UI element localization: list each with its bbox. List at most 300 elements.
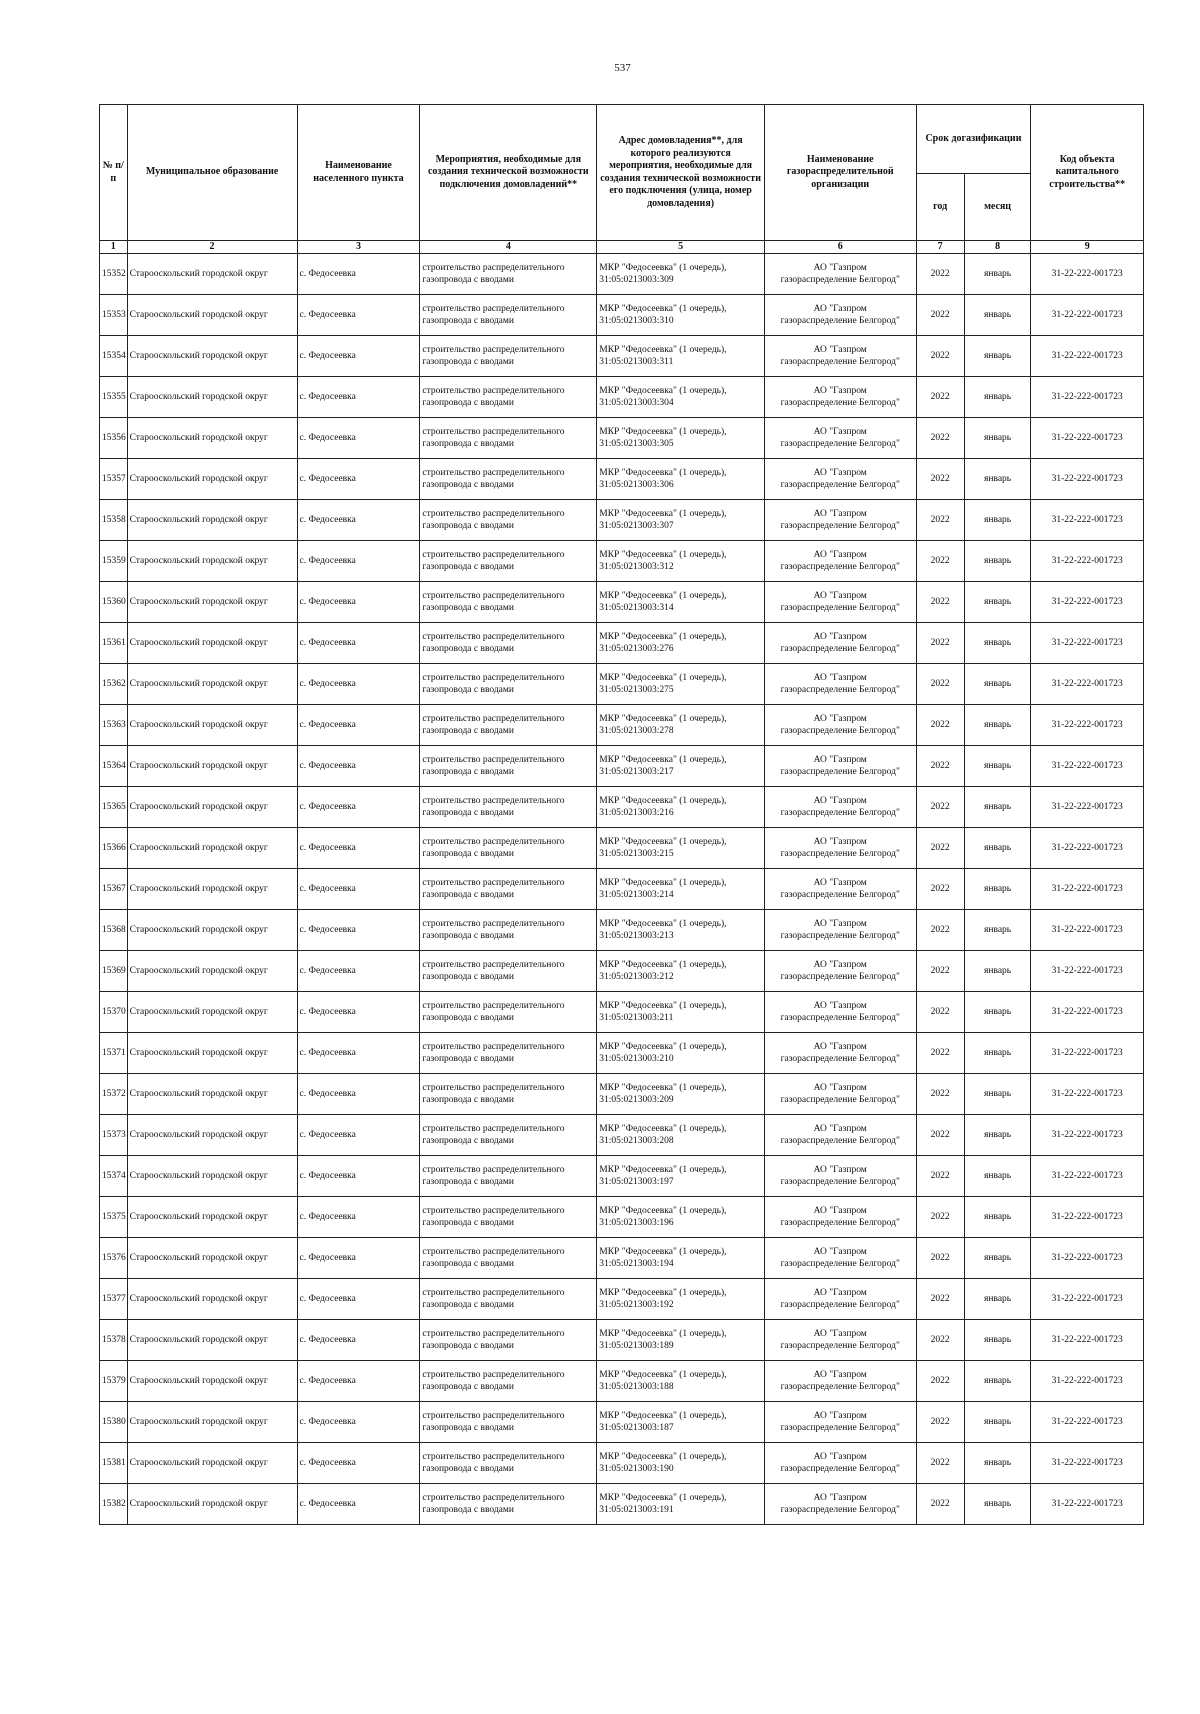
organization-line: газораспределение Белгород" xyxy=(780,1382,900,1392)
address-line: МКР "Федосеевка" (1 очередь), xyxy=(599,714,727,724)
header-municipality: Муниципальное образование xyxy=(127,105,297,241)
organization-cell xyxy=(764,746,916,787)
header-locality: Наименование населенного пункта xyxy=(297,105,420,241)
address-cell xyxy=(597,418,765,459)
activity-cell: строительство распределительного газопровода с вводами xyxy=(420,1484,597,1525)
row-number: 15375 xyxy=(100,1197,128,1238)
month-cell: январь xyxy=(964,336,1031,377)
address-line: МКР "Федосеевка" (1 очередь), xyxy=(599,837,727,847)
organization-line: газораспределение Белгород" xyxy=(780,357,900,367)
organization-cell xyxy=(764,1156,916,1197)
organization-cell xyxy=(764,992,916,1033)
address-line: МКР "Федосеевка" (1 очередь), xyxy=(599,509,727,519)
month-cell: январь xyxy=(964,459,1031,500)
table-row xyxy=(100,910,1144,951)
address-cell xyxy=(597,336,765,377)
object-code-cell: 31-22-222-001723 xyxy=(1031,1443,1144,1484)
organization-line: АО "Газпром xyxy=(813,386,867,396)
address-line: 31:05:0213003:189 xyxy=(599,1341,674,1351)
table-row xyxy=(100,377,1144,418)
row-number: 15361 xyxy=(100,623,128,664)
organization-cell xyxy=(764,1197,916,1238)
organization-line: АО "Газпром xyxy=(813,1083,867,1093)
organization-line: газораспределение Белгород" xyxy=(780,931,900,941)
address-cell xyxy=(597,295,765,336)
table-body xyxy=(100,254,1144,1525)
municipality-cell: Старооскольский городской округ xyxy=(127,623,297,664)
address-line: 31:05:0213003:275 xyxy=(599,685,674,695)
row-number: 15369 xyxy=(100,951,128,992)
address-line: МКР "Федосеевка" (1 очередь), xyxy=(599,1165,727,1175)
activity-cell: строительство распределительного газопровода с вводами xyxy=(420,1033,597,1074)
column-number: 8 xyxy=(964,241,1031,254)
organization-line: АО "Газпром xyxy=(813,1165,867,1175)
column-number: 2 xyxy=(127,241,297,254)
month-cell: январь xyxy=(964,295,1031,336)
municipality-cell: Старооскольский городской округ xyxy=(127,1443,297,1484)
activity-cell: строительство распределительного газопровода с вводами xyxy=(420,582,597,623)
municipality-cell: Старооскольский городской округ xyxy=(127,951,297,992)
organization-line: газораспределение Белгород" xyxy=(780,808,900,818)
address-line: 31:05:0213003:212 xyxy=(599,972,674,982)
address-line: 31:05:0213003:192 xyxy=(599,1300,674,1310)
column-number: 4 xyxy=(420,241,597,254)
address-cell xyxy=(597,1279,765,1320)
table-row xyxy=(100,1074,1144,1115)
object-code-cell: 31-22-222-001723 xyxy=(1031,746,1144,787)
address-cell xyxy=(597,1320,765,1361)
month-cell: январь xyxy=(964,746,1031,787)
locality-cell: с. Федосеевка xyxy=(297,623,420,664)
organization-line: газораспределение Белгород" xyxy=(780,562,900,572)
municipality-cell: Старооскольский городской округ xyxy=(127,336,297,377)
address-line: МКР "Федосеевка" (1 очередь), xyxy=(599,1124,727,1134)
municipality-cell: Старооскольский городской округ xyxy=(127,869,297,910)
locality-cell: с. Федосеевка xyxy=(297,1033,420,1074)
organization-line: газораспределение Белгород" xyxy=(780,890,900,900)
gasification-table xyxy=(99,104,1144,1525)
address-cell xyxy=(597,254,765,295)
organization-line: АО "Газпром xyxy=(813,673,867,683)
table-row xyxy=(100,418,1144,459)
municipality-cell: Старооскольский городской округ xyxy=(127,500,297,541)
organization-cell xyxy=(764,1074,916,1115)
address-cell xyxy=(597,705,765,746)
address-line: МКР "Федосеевка" (1 очередь), xyxy=(599,960,727,970)
activity-cell: строительство распределительного газопровода с вводами xyxy=(420,1115,597,1156)
year-cell: 2022 xyxy=(916,828,964,869)
address-line: МКР "Федосеевка" (1 очередь), xyxy=(599,1329,727,1339)
address-line: МКР "Федосеевка" (1 очередь), xyxy=(599,427,727,437)
organization-line: газораспределение Белгород" xyxy=(780,398,900,408)
organization-line: АО "Газпром xyxy=(813,1124,867,1134)
address-line: МКР "Федосеевка" (1 очередь), xyxy=(599,1042,727,1052)
month-cell: январь xyxy=(964,623,1031,664)
organization-cell xyxy=(764,1443,916,1484)
address-line: 31:05:0213003:208 xyxy=(599,1136,674,1146)
locality-cell: с. Федосеевка xyxy=(297,705,420,746)
year-cell: 2022 xyxy=(916,1443,964,1484)
address-cell xyxy=(597,992,765,1033)
year-cell: 2022 xyxy=(916,459,964,500)
row-number: 15364 xyxy=(100,746,128,787)
address-line: МКР "Федосеевка" (1 очередь), xyxy=(599,673,727,683)
organization-line: АО "Газпром xyxy=(813,427,867,437)
organization-cell xyxy=(764,623,916,664)
column-number: 5 xyxy=(597,241,765,254)
municipality-cell: Старооскольский городской округ xyxy=(127,254,297,295)
organization-cell xyxy=(764,295,916,336)
organization-line: АО "Газпром xyxy=(813,550,867,560)
month-cell: январь xyxy=(964,1279,1031,1320)
row-number: 15370 xyxy=(100,992,128,1033)
column-number: 9 xyxy=(1031,241,1144,254)
object-code-cell: 31-22-222-001723 xyxy=(1031,951,1144,992)
organization-line: газораспределение Белгород" xyxy=(780,767,900,777)
row-number: 15382 xyxy=(100,1484,128,1525)
organization-cell xyxy=(764,1238,916,1279)
month-cell: январь xyxy=(964,541,1031,582)
row-number: 15368 xyxy=(100,910,128,951)
row-number: 15379 xyxy=(100,1361,128,1402)
row-number: 15378 xyxy=(100,1320,128,1361)
municipality-cell: Старооскольский городской округ xyxy=(127,1484,297,1525)
organization-cell xyxy=(764,1033,916,1074)
address-cell xyxy=(597,623,765,664)
address-line: 31:05:0213003:276 xyxy=(599,644,674,654)
table-row xyxy=(100,623,1144,664)
organization-line: АО "Газпром xyxy=(813,509,867,519)
organization-cell xyxy=(764,500,916,541)
activity-cell: строительство распределительного газопровода с вводами xyxy=(420,336,597,377)
activity-cell: строительство распределительного газопровода с вводами xyxy=(420,664,597,705)
locality-cell: с. Федосеевка xyxy=(297,1402,420,1443)
page-number: 537 xyxy=(614,62,631,74)
municipality-cell: Старооскольский городской округ xyxy=(127,377,297,418)
organization-cell xyxy=(764,705,916,746)
table-row xyxy=(100,1320,1144,1361)
activity-cell: строительство распределительного газопровода с вводами xyxy=(420,828,597,869)
year-cell: 2022 xyxy=(916,377,964,418)
activity-cell: строительство распределительного газопровода с вводами xyxy=(420,1320,597,1361)
organization-line: газораспределение Белгород" xyxy=(780,685,900,695)
object-code-cell: 31-22-222-001723 xyxy=(1031,254,1144,295)
object-code-cell: 31-22-222-001723 xyxy=(1031,664,1144,705)
table-row xyxy=(100,582,1144,623)
organization-line: газораспределение Белгород" xyxy=(780,1177,900,1187)
month-cell: январь xyxy=(964,869,1031,910)
activity-cell: строительство распределительного газопровода с вводами xyxy=(420,869,597,910)
organization-line: газораспределение Белгород" xyxy=(780,1505,900,1515)
row-number: 15354 xyxy=(100,336,128,377)
year-cell: 2022 xyxy=(916,623,964,664)
month-cell: январь xyxy=(964,500,1031,541)
table-row xyxy=(100,1156,1144,1197)
object-code-cell: 31-22-222-001723 xyxy=(1031,336,1144,377)
table-row xyxy=(100,664,1144,705)
address-line: 31:05:0213003:210 xyxy=(599,1054,674,1064)
address-line: 31:05:0213003:213 xyxy=(599,931,674,941)
table-row xyxy=(100,1238,1144,1279)
address-line: МКР "Федосеевка" (1 очередь), xyxy=(599,386,727,396)
address-line: МКР "Федосеевка" (1 очередь), xyxy=(599,1206,727,1216)
locality-cell: с. Федосеевка xyxy=(297,582,420,623)
object-code-cell: 31-22-222-001723 xyxy=(1031,1238,1144,1279)
organization-line: АО "Газпром xyxy=(813,1493,867,1503)
activity-cell: строительство распределительного газопровода с вводами xyxy=(420,1238,597,1279)
row-number: 15353 xyxy=(100,295,128,336)
year-cell: 2022 xyxy=(916,418,964,459)
municipality-cell: Старооскольский городской округ xyxy=(127,1033,297,1074)
locality-cell: с. Федосеевка xyxy=(297,951,420,992)
organization-line: АО "Газпром xyxy=(813,468,867,478)
address-line: МКР "Федосеевка" (1 очередь), xyxy=(599,1288,727,1298)
locality-cell: с. Федосеевка xyxy=(297,1484,420,1525)
organization-line: газораспределение Белгород" xyxy=(780,316,900,326)
row-number: 15365 xyxy=(100,787,128,828)
address-cell xyxy=(597,459,765,500)
activity-cell: строительство распределительного газопровода с вводами xyxy=(420,1197,597,1238)
organization-cell xyxy=(764,459,916,500)
activity-cell: строительство распределительного газопровода с вводами xyxy=(420,951,597,992)
locality-cell: с. Федосеевка xyxy=(297,254,420,295)
month-cell: январь xyxy=(964,1238,1031,1279)
locality-cell: с. Федосеевка xyxy=(297,787,420,828)
address-cell xyxy=(597,828,765,869)
table-row xyxy=(100,787,1144,828)
month-cell: январь xyxy=(964,377,1031,418)
year-cell: 2022 xyxy=(916,1484,964,1525)
organization-line: газораспределение Белгород" xyxy=(780,1013,900,1023)
address-line: 31:05:0213003:194 xyxy=(599,1259,674,1269)
address-line: МКР "Федосеевка" (1 очередь), xyxy=(599,591,727,601)
object-code-cell: 31-22-222-001723 xyxy=(1031,1361,1144,1402)
activity-cell: строительство распределительного газопровода с вводами xyxy=(420,295,597,336)
organization-cell xyxy=(764,582,916,623)
municipality-cell: Старооскольский городской округ xyxy=(127,1197,297,1238)
address-cell xyxy=(597,1484,765,1525)
organization-line: газораспределение Белгород" xyxy=(780,972,900,982)
year-cell: 2022 xyxy=(916,1074,964,1115)
table-row xyxy=(100,1197,1144,1238)
year-cell: 2022 xyxy=(916,1402,964,1443)
month-cell: январь xyxy=(964,1320,1031,1361)
year-cell: 2022 xyxy=(916,992,964,1033)
object-code-cell: 31-22-222-001723 xyxy=(1031,623,1144,664)
locality-cell: с. Федосеевка xyxy=(297,377,420,418)
year-cell: 2022 xyxy=(916,254,964,295)
year-cell: 2022 xyxy=(916,746,964,787)
activity-cell: строительство распределительного газопровода с вводами xyxy=(420,1402,597,1443)
month-cell: январь xyxy=(964,664,1031,705)
month-cell: январь xyxy=(964,1484,1031,1525)
month-cell: январь xyxy=(964,1033,1031,1074)
activity-cell: строительство распределительного газопровода с вводами xyxy=(420,418,597,459)
table-row xyxy=(100,705,1144,746)
organization-cell xyxy=(764,254,916,295)
activity-cell: строительство распределительного газопровода с вводами xyxy=(420,459,597,500)
address-cell xyxy=(597,1033,765,1074)
locality-cell: с. Федосеевка xyxy=(297,1361,420,1402)
locality-cell: с. Федосеевка xyxy=(297,992,420,1033)
organization-cell xyxy=(764,1402,916,1443)
locality-cell: с. Федосеевка xyxy=(297,828,420,869)
organization-line: АО "Газпром xyxy=(813,263,867,273)
header-object-code: Код объекта капитального строительства** xyxy=(1031,105,1144,241)
address-cell xyxy=(597,664,765,705)
organization-line: газораспределение Белгород" xyxy=(780,726,900,736)
row-number: 15362 xyxy=(100,664,128,705)
municipality-cell: Старооскольский городской округ xyxy=(127,787,297,828)
municipality-cell: Старооскольский городской округ xyxy=(127,1402,297,1443)
object-code-cell: 31-22-222-001723 xyxy=(1031,705,1144,746)
year-cell: 2022 xyxy=(916,1115,964,1156)
month-cell: январь xyxy=(964,418,1031,459)
table-row xyxy=(100,541,1144,582)
table-row xyxy=(100,1115,1144,1156)
table-row xyxy=(100,336,1144,377)
organization-line: газораспределение Белгород" xyxy=(780,644,900,654)
locality-cell: с. Федосеевка xyxy=(297,1156,420,1197)
organization-cell xyxy=(764,1279,916,1320)
table-row xyxy=(100,459,1144,500)
organization-line: АО "Газпром xyxy=(813,345,867,355)
month-cell: январь xyxy=(964,787,1031,828)
organization-cell xyxy=(764,869,916,910)
organization-line: газораспределение Белгород" xyxy=(780,1259,900,1269)
organization-line: АО "Газпром xyxy=(813,1329,867,1339)
year-cell: 2022 xyxy=(916,1033,964,1074)
organization-line: газораспределение Белгород" xyxy=(780,603,900,613)
row-number: 15381 xyxy=(100,1443,128,1484)
month-cell: январь xyxy=(964,1156,1031,1197)
object-code-cell: 31-22-222-001723 xyxy=(1031,377,1144,418)
row-number: 15366 xyxy=(100,828,128,869)
object-code-cell: 31-22-222-001723 xyxy=(1031,500,1144,541)
month-cell: январь xyxy=(964,705,1031,746)
locality-cell: с. Федосеевка xyxy=(297,541,420,582)
table-row xyxy=(100,1279,1144,1320)
activity-cell: строительство распределительного газопровода с вводами xyxy=(420,1279,597,1320)
locality-cell: с. Федосеевка xyxy=(297,1197,420,1238)
column-number: 6 xyxy=(764,241,916,254)
month-cell: январь xyxy=(964,582,1031,623)
header-row xyxy=(100,105,1144,174)
organization-line: газораспределение Белгород" xyxy=(780,1423,900,1433)
column-number: 1 xyxy=(100,241,128,254)
locality-cell: с. Федосеевка xyxy=(297,664,420,705)
year-cell: 2022 xyxy=(916,1361,964,1402)
object-code-cell: 31-22-222-001723 xyxy=(1031,1197,1144,1238)
municipality-cell: Старооскольский городской округ xyxy=(127,582,297,623)
locality-cell: с. Федосеевка xyxy=(297,1443,420,1484)
month-cell: январь xyxy=(964,951,1031,992)
organization-line: газораспределение Белгород" xyxy=(780,521,900,531)
organization-line: АО "Газпром xyxy=(813,1411,867,1421)
address-cell xyxy=(597,1238,765,1279)
table-row xyxy=(100,500,1144,541)
month-cell: январь xyxy=(964,828,1031,869)
row-number: 15371 xyxy=(100,1033,128,1074)
month-cell: январь xyxy=(964,254,1031,295)
month-cell: январь xyxy=(964,1361,1031,1402)
table-row xyxy=(100,1443,1144,1484)
table-row xyxy=(100,992,1144,1033)
address-line: 31:05:0213003:190 xyxy=(599,1464,674,1474)
address-cell xyxy=(597,582,765,623)
column-number: 3 xyxy=(297,241,420,254)
object-code-cell: 31-22-222-001723 xyxy=(1031,1402,1144,1443)
address-cell xyxy=(597,1115,765,1156)
address-line: 31:05:0213003:214 xyxy=(599,890,674,900)
organization-line: АО "Газпром xyxy=(813,919,867,929)
address-line: 31:05:0213003:191 xyxy=(599,1505,674,1515)
address-line: 31:05:0213003:306 xyxy=(599,480,674,490)
locality-cell: с. Федосеевка xyxy=(297,295,420,336)
municipality-cell: Старооскольский городской округ xyxy=(127,1074,297,1115)
address-line: МКР "Федосеевка" (1 очередь), xyxy=(599,1411,727,1421)
address-line: 31:05:0213003:216 xyxy=(599,808,674,818)
locality-cell: с. Федосеевка xyxy=(297,418,420,459)
row-number: 15358 xyxy=(100,500,128,541)
object-code-cell: 31-22-222-001723 xyxy=(1031,582,1144,623)
year-cell: 2022 xyxy=(916,664,964,705)
address-cell xyxy=(597,1402,765,1443)
object-code-cell: 31-22-222-001723 xyxy=(1031,295,1144,336)
address-line: 31:05:0213003:187 xyxy=(599,1423,674,1433)
row-number: 15355 xyxy=(100,377,128,418)
address-cell xyxy=(597,910,765,951)
row-number: 15363 xyxy=(100,705,128,746)
year-cell: 2022 xyxy=(916,787,964,828)
object-code-cell: 31-22-222-001723 xyxy=(1031,992,1144,1033)
table-row xyxy=(100,1033,1144,1074)
activity-cell: строительство распределительного газопровода с вводами xyxy=(420,787,597,828)
address-line: МКР "Федосеевка" (1 очередь), xyxy=(599,468,727,478)
organization-cell xyxy=(764,1361,916,1402)
organization-line: газораспределение Белгород" xyxy=(780,1341,900,1351)
activity-cell: строительство распределительного газопровода с вводами xyxy=(420,377,597,418)
municipality-cell: Старооскольский городской округ xyxy=(127,664,297,705)
address-line: МКР "Федосеевка" (1 очередь), xyxy=(599,263,727,273)
locality-cell: с. Федосеевка xyxy=(297,1238,420,1279)
municipality-cell: Старооскольский городской округ xyxy=(127,1115,297,1156)
municipality-cell: Старооскольский городской округ xyxy=(127,828,297,869)
organization-line: АО "Газпром xyxy=(813,1370,867,1380)
address-line: 31:05:0213003:209 xyxy=(599,1095,674,1105)
table-row xyxy=(100,1484,1144,1525)
table-row xyxy=(100,295,1144,336)
table-row xyxy=(100,746,1144,787)
locality-cell: с. Федосеевка xyxy=(297,1074,420,1115)
column-number: 7 xyxy=(916,241,964,254)
address-line: МКР "Федосеевка" (1 очередь), xyxy=(599,1247,727,1257)
row-number: 15360 xyxy=(100,582,128,623)
activity-cell: строительство распределительного газопровода с вводами xyxy=(420,705,597,746)
row-number: 15374 xyxy=(100,1156,128,1197)
address-line: МКР "Федосеевка" (1 очередь), xyxy=(599,632,727,642)
year-cell: 2022 xyxy=(916,869,964,910)
activity-cell: строительство распределительного газопровода с вводами xyxy=(420,1361,597,1402)
organization-cell xyxy=(764,377,916,418)
address-line: МКР "Федосеевка" (1 очередь), xyxy=(599,345,727,355)
organization-line: АО "Газпром xyxy=(813,837,867,847)
object-code-cell: 31-22-222-001723 xyxy=(1031,787,1144,828)
locality-cell: с. Федосеевка xyxy=(297,500,420,541)
address-line: МКР "Федосеевка" (1 очередь), xyxy=(599,878,727,888)
organization-line: газораспределение Белгород" xyxy=(780,1136,900,1146)
column-numbers-row xyxy=(100,241,1144,254)
